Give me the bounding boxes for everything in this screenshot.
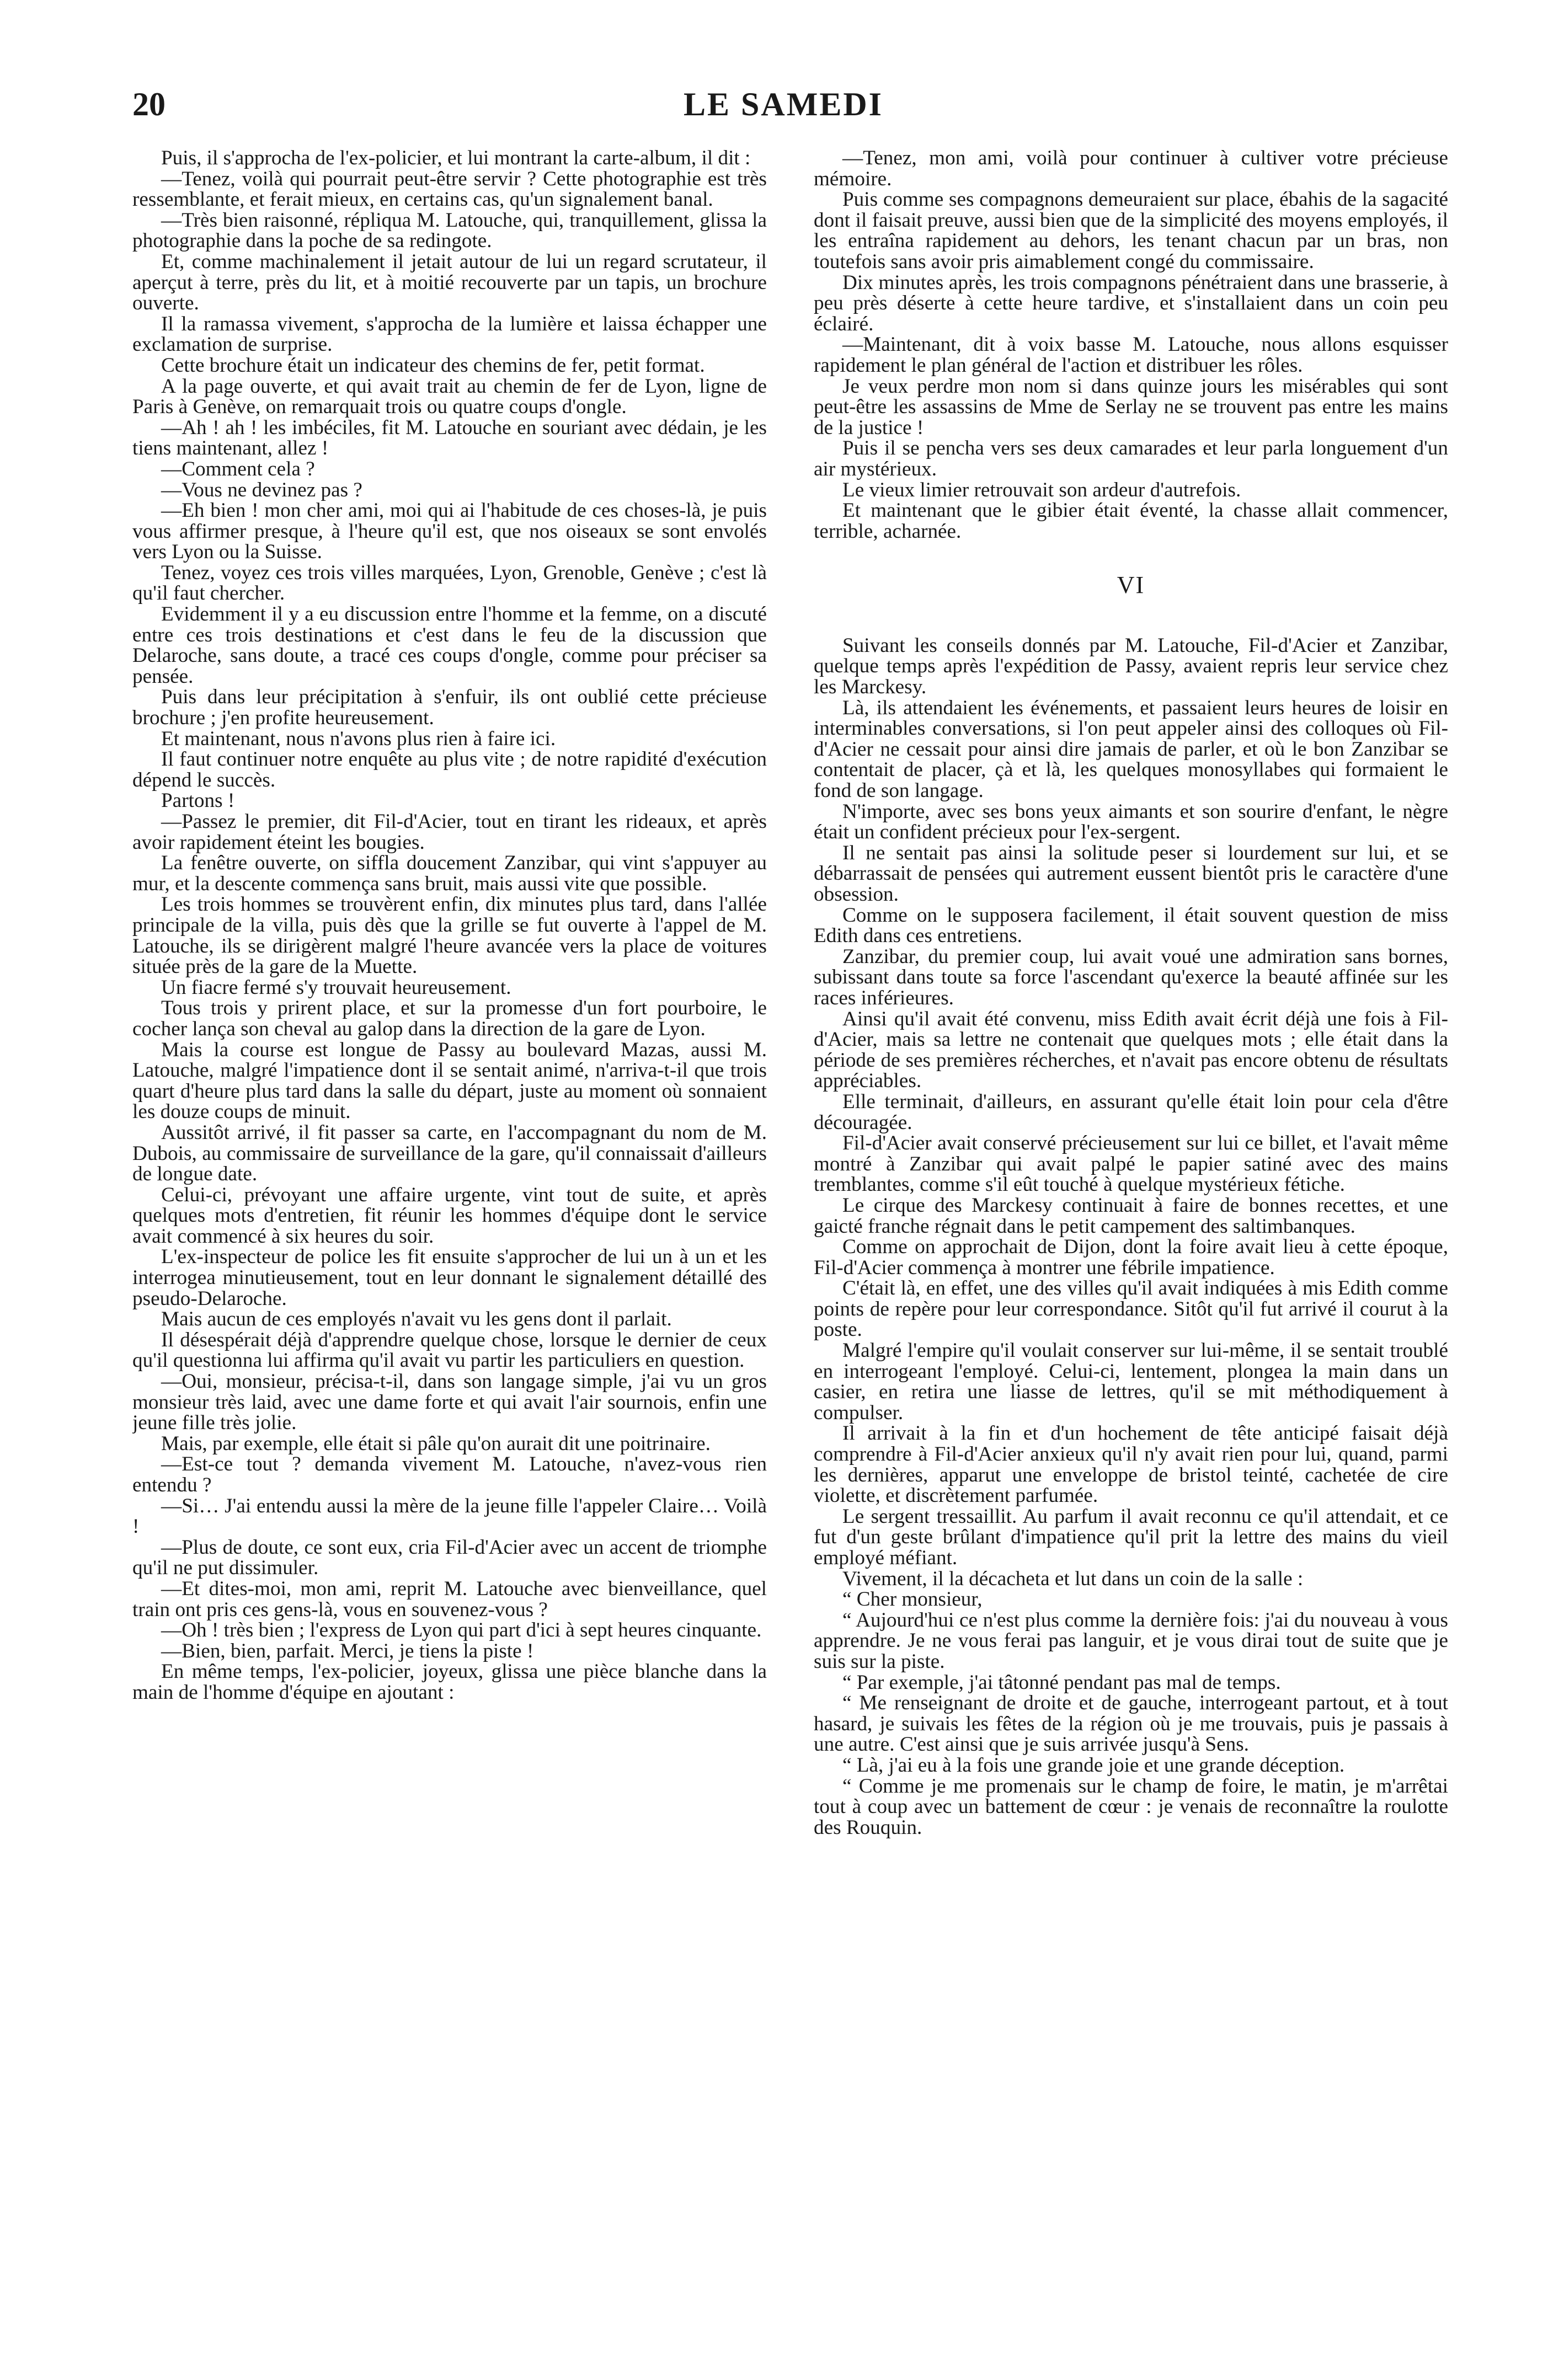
paragraph: Fil-d'Acier avait conservé précieusement sur lui ce billet, et l'avait même montré à Zanzibar qui avait palpé le papier satiné avec des mains tremblantes, comme s'il eût touché à quelque mystérieux fétiche. [814, 1132, 1448, 1196]
paragraph: Je veux perdre mon nom si dans quinze jours les misérables qui sont peut-être les assassins de Mme de Serlay ne se trouvent pas entre les mains de la justice ! [814, 375, 1448, 439]
right-column-after-section [814, 635, 1448, 1838]
running-title: LE SAMEDI [683, 86, 884, 122]
paragraph: “ Aujourd'hui ce n'est plus comme la dernière fois: j'ai du nouveau à vous apprendre. Je ne vous ferai pas languir, et je vous dirai tout de suite que je suis sur la piste. [814, 1608, 1448, 1673]
right-column [814, 148, 1448, 2349]
paragraph: Un fiacre fermé s'y trouvait heureusement. [161, 976, 511, 999]
paragraph: “ Par exemple, j'ai tâtonné pendant pas mal de temps. [842, 1671, 1281, 1694]
paragraph: Tenez, voyez ces trois villes marquées, Lyon, Grenoble, Genève ; c'est là qu'il faut chercher. [132, 561, 767, 605]
paragraph: Il désespérait déjà d'apprendre quelque chose, lorsque le dernier de ceux qu'il questionna lui affirma qu'il avait vu partir les particuliers en question. [132, 1328, 767, 1372]
paragraph: —Très bien raisonné, répliqua M. Latouche, qui, tranquillement, glissa la photographie dans la poche de sa redingote. [132, 208, 767, 253]
paragraph: —Bien, bien, parfait. Merci, je tiens la piste ! [161, 1639, 534, 1662]
paragraph: “ Me renseignant de droite et de gauche, interrogeant partout, et à tout hasard, je suivais les fêtes de la région où je me trouvais, puis je passais à une autre. C'est ainsi que je suis arrivée jusqu'à Sens. [814, 1692, 1448, 1756]
paragraph: —Comment cela ? [161, 457, 315, 480]
paragraph: —Plus de doute, ce sont eux, cria Fil-d'Acier avec un accent de triomphe qu'il ne put dissimuler. [132, 1536, 767, 1580]
paragraph: —Et dites-moi, mon ami, reprit M. Latouche avec bienveillance, quel train ont pris ces gens-là, vous en souvenez-vous ? [132, 1577, 767, 1621]
paragraph: Partons ! [161, 789, 235, 812]
page-number: 20 [132, 86, 166, 122]
paragraph: Elle terminait, d'ailleurs, en assurant qu'elle était loin pour cela d'être découragée. [814, 1090, 1448, 1134]
paragraph: Il arrivait à la fin et d'un hochement de tête anticipé faisait déjà comprendre à Fil-d'Acier anxieux qu'il n'y avait rien pour lui, quand, parmi les dernières, apparut une enveloppe de bristol teinté, cachetée de cire violette, et discrètement parfumée. [814, 1422, 1448, 1507]
paragraph: Il faut continuer notre enquête au plus vite ; de notre rapidité d'exécution dépend le succès. [132, 748, 767, 791]
paragraph: —Passez le premier, dit Fil-d'Acier, tout en tirant les rideaux, et après avoir rapidement éteint les bougies. [132, 810, 767, 854]
paragraph: Et, comme machinalement il jetait autour de lui un regard scrutateur, il aperçut à terre, près du lit, et à moitié recouverte par un tapis, un brochure ouverte. [132, 250, 767, 315]
paragraph: —Tenez, voilà qui pourrait peut-être servir ? Cette photographie est très ressemblante, et ferait mieux, en certains cas, qu'un signalement banal. [132, 167, 767, 211]
paragraph: Il ne sentait pas ainsi la solitude peser si lourdement sur lui, et se débarrassait de pensées qui autrement eussent bientôt pris le caractère d'une obsession. [814, 841, 1448, 906]
paragraph: Dix minutes après, les trois compagnons pénétraient dans une brasserie, à peu près déserte à cette heure tardive, et s'installaient dans un coin peu éclairé. [814, 271, 1448, 335]
paragraph: —Ah ! ah ! les imbéciles, fit M. Latouche en souriant avec dédain, je les tiens maintenant, allez ! [132, 416, 767, 460]
paragraph: —Si… J'ai entendu aussi la mère de la jeune fille l'appeler Claire… Voilà ! [132, 1494, 767, 1538]
paragraph: Suivant les conseils donnés par M. Latouche, Fil-d'Acier et Zanzibar, quelque temps après l'expédition de Passy, avaient repris leur service chez les Marckesy. [814, 634, 1448, 699]
paragraph: Puis comme ses compagnons demeuraient sur place, ébahis de la sagacité dont il faisait preuve, aussi bien que de la simplicité des moyens employés, il les entraîna rapidement au dehors, les tenant chacun par un bras, non toutefois sans avoir pris aimablement congé du commissaire. [814, 188, 1448, 273]
paragraph: Il la ramassa vivement, s'approcha de la lumière et laissa échapper une exclamation de surprise. [132, 312, 767, 356]
paragraph: —Vous ne devinez pas ? [161, 478, 362, 501]
paragraph: —Maintenant, dit à voix basse M. Latouche, nous allons esquisser rapidement le plan général de l'action et distribuer les rôles. [814, 333, 1448, 377]
paragraph: “ Là, j'ai eu à la fois une grande joie et une grande déception. [842, 1753, 1345, 1777]
paragraph: Ainsi qu'il avait été convenu, miss Edith avait écrit déjà une fois à Fil-d'Acier, mais sa lettre ne contenait que quelques mots ; elle était dans la période de ses premières récherches, et n'avait pas encore obtenu de résultats appréciables. [814, 1007, 1448, 1093]
paragraph: La fenêtre ouverte, on siffla doucement Zanzibar, qui vint s'appuyer au mur, et la descente commença sans bruit, mais aussi vite que possible. [132, 852, 767, 895]
paragraph: En même temps, l'ex-policier, joyeux, glissa une pièce blanche dans la main de l'homme d'équipe en ajoutant : [132, 1660, 767, 1704]
left-column [132, 148, 767, 2349]
paragraph: A la page ouverte, et qui avait trait au chemin de fer de Lyon, ligne de Paris à Genève, on remarquait trois ou quatre coups d'ongle. [132, 375, 767, 419]
paragraph: Le sergent tressaillit. Au parfum il avait reconnu ce qu'il attendait, et ce fut d'un geste brûlant d'impatience qu'il prit la lettre des mains du vieil employé méfiant. [814, 1505, 1448, 1569]
paragraph: Zanzibar, du premier coup, lui avait voué une admiration sans bornes, subissant dans toute sa force l'ascendant qu'exerce la beauté affinée sur les races inférieures. [814, 945, 1448, 1009]
paragraph: Le cirque des Marckesy continuait à faire de bonnes recettes, et une gaicté franche régnait dans le petit campement des saltimbanques. [814, 1194, 1448, 1238]
paragraph: —Oh ! très bien ; l'express de Lyon qui part d'ici à sept heures cinquante. [161, 1619, 762, 1642]
paragraph: “ Comme je me promenais sur le champ de foire, le matin, je m'arrêtai tout à coup avec un battement de cœur : je venais de reconnaître la roulotte des Rouquin. [814, 1774, 1448, 1839]
page-header [132, 85, 1434, 130]
paragraph: Et maintenant, nous n'avons plus rien à faire ici. [161, 727, 556, 750]
paragraph: Le vieux limier retrouvait son ardeur d'autrefois. [842, 478, 1241, 501]
paragraph: Vivement, il la décacheta et lut dans un coin de la salle : [842, 1567, 1304, 1590]
paragraph: —Est-ce tout ? demanda vivement M. Latouche, n'avez-vous rien entendu ? [132, 1453, 767, 1496]
right-column-before-section [814, 148, 1448, 542]
paragraph: L'ex-inspecteur de police les fit ensuite s'approcher de lui un à un et les interrogea minutieusement, tout en leur donnant le signalement détaillé des pseudo-Delaroche. [132, 1245, 767, 1310]
paragraph: Aussitôt arrivé, il fit passer sa carte, en l'accompagnant du nom de M. Dubois, au commissaire de surveillance de la gare, qu'il connaissait d'ailleurs de longue date. [132, 1121, 767, 1186]
paragraph: C'était là, en effet, une des villes qu'il avait indiquées à mis Edith comme points de repère pour leur correspondance. Sitôt qu'il fut arrivé il courut à la poste. [814, 1277, 1448, 1341]
paragraph: —Tenez, mon ami, voilà pour continuer à cultiver votre précieuse mémoire. [814, 148, 1448, 190]
paragraph: Mais la course est longue de Passy au boulevard Mazas, aussi M. Latouche, malgré l'impatience dont il se sentait animé, n'arriva-t-il que trois quart d'heure plus tard dans la salle du départ, juste au moment où sonnaient les douze coups de minuit. [132, 1038, 767, 1124]
paragraph: Cette brochure était un indicateur des chemins de fer, petit format. [161, 354, 705, 377]
paragraph: Puis il se pencha vers ses deux camarades et leur parla longuement d'un air mystérieux. [814, 437, 1448, 480]
paragraph: Celui-ci, prévoyant une affaire urgente, vint tout de suite, et après quelques mots d'entretien, fit réunir les hommes d'équipe dont le service avait commencé à six heures du soir. [132, 1183, 767, 1248]
paragraph: Mais aucun de ces employés n'avait vu les gens dont il parlait. [161, 1308, 672, 1331]
paragraph: Malgré l'empire qu'il voulait conserver sur lui-même, il se sentait troublé en interrogeant l'employé. Celui-ci, lentement, plongea la main dans un casier, en retira une liasse de lettres, qu'il se mit méthodiquement à compulser. [814, 1339, 1448, 1424]
section-heading: VI [1117, 571, 1145, 599]
paragraph: Comme on le supposera facilement, il était souvent question de miss Edith dans ces entretiens. [814, 903, 1448, 948]
paragraph: Puis dans leur précipitation à s'enfuir, ils ont oublié cette précieuse brochure ; j'en profite heureusement. [132, 686, 767, 730]
paragraph: Les trois hommes se trouvèrent enfin, dix minutes plus tard, dans l'allée principale de la villa, puis dès que la grille se fut ouverte à l'appel de M. Latouche, ils se dirigèrent malgré l'heure avancée vers la place de voitures située près de la gare de la Muette. [132, 893, 767, 978]
paragraph: —Eh bien ! mon cher ami, moi qui ai l'habitude de ces choses-là, je puis vous affirmer presque, à l'heure qu'il est, que nos oiseaux se sont envolés vers Lyon ou la Suisse. [132, 499, 767, 564]
paragraph: N'importe, avec ses bons yeux aimants et son sourire d'enfant, le nègre était un confident précieux pour l'ex-sergent. [814, 800, 1448, 844]
paragraph: Puis, il s'approcha de l'ex-policier, et lui montrant la carte-album, il dit : [161, 148, 751, 169]
paragraph: Evidemment il y a eu discussion entre l'homme et la femme, on a discuté entre ces trois destinations et c'est dans le feu de la discussion que Delaroche, sans doute, a tracé ces coups d'ongle, comme pour préciser sa pensée. [132, 603, 767, 688]
paragraph: Et maintenant que le gibier était éventé, la chasse allait commencer, terrible, acharnée. [814, 499, 1448, 543]
paragraph: Tous trois y prirent place, et sur la promesse d'un fort pourboire, le cocher lança son cheval au galop dans la direction de la gare de Lyon. [132, 997, 767, 1040]
paragraph: Là, ils attendaient les événements, et passaient leurs heures de loisir en interminables conversations, si l'on peut appeler ainsi des colloques où Fil-d'Acier ne cessait pour ainsi dire jamais de parler, et où le bon Zanzibar se contentait de placer, çà et là, les quelques monosyllabes qui formaient le fond de son langage. [814, 696, 1448, 803]
paragraph: Mais, par exemple, elle était si pâle qu'on aurait dit une poitrinaire. [161, 1432, 711, 1455]
paragraph: Comme on approchait de Dijon, dont la foire avait lieu à cette époque, Fil-d'Acier commença à montrer une fébrile impatience. [814, 1236, 1448, 1279]
paragraph: —Oui, monsieur, précisa-t-il, dans son langage simple, j'ai vu un gros monsieur très laid, avec une dame forte et qui avait l'air sournois, enfin une jeune fille très jolie. [132, 1370, 767, 1435]
paragraph: “ Cher monsieur, [842, 1588, 983, 1611]
